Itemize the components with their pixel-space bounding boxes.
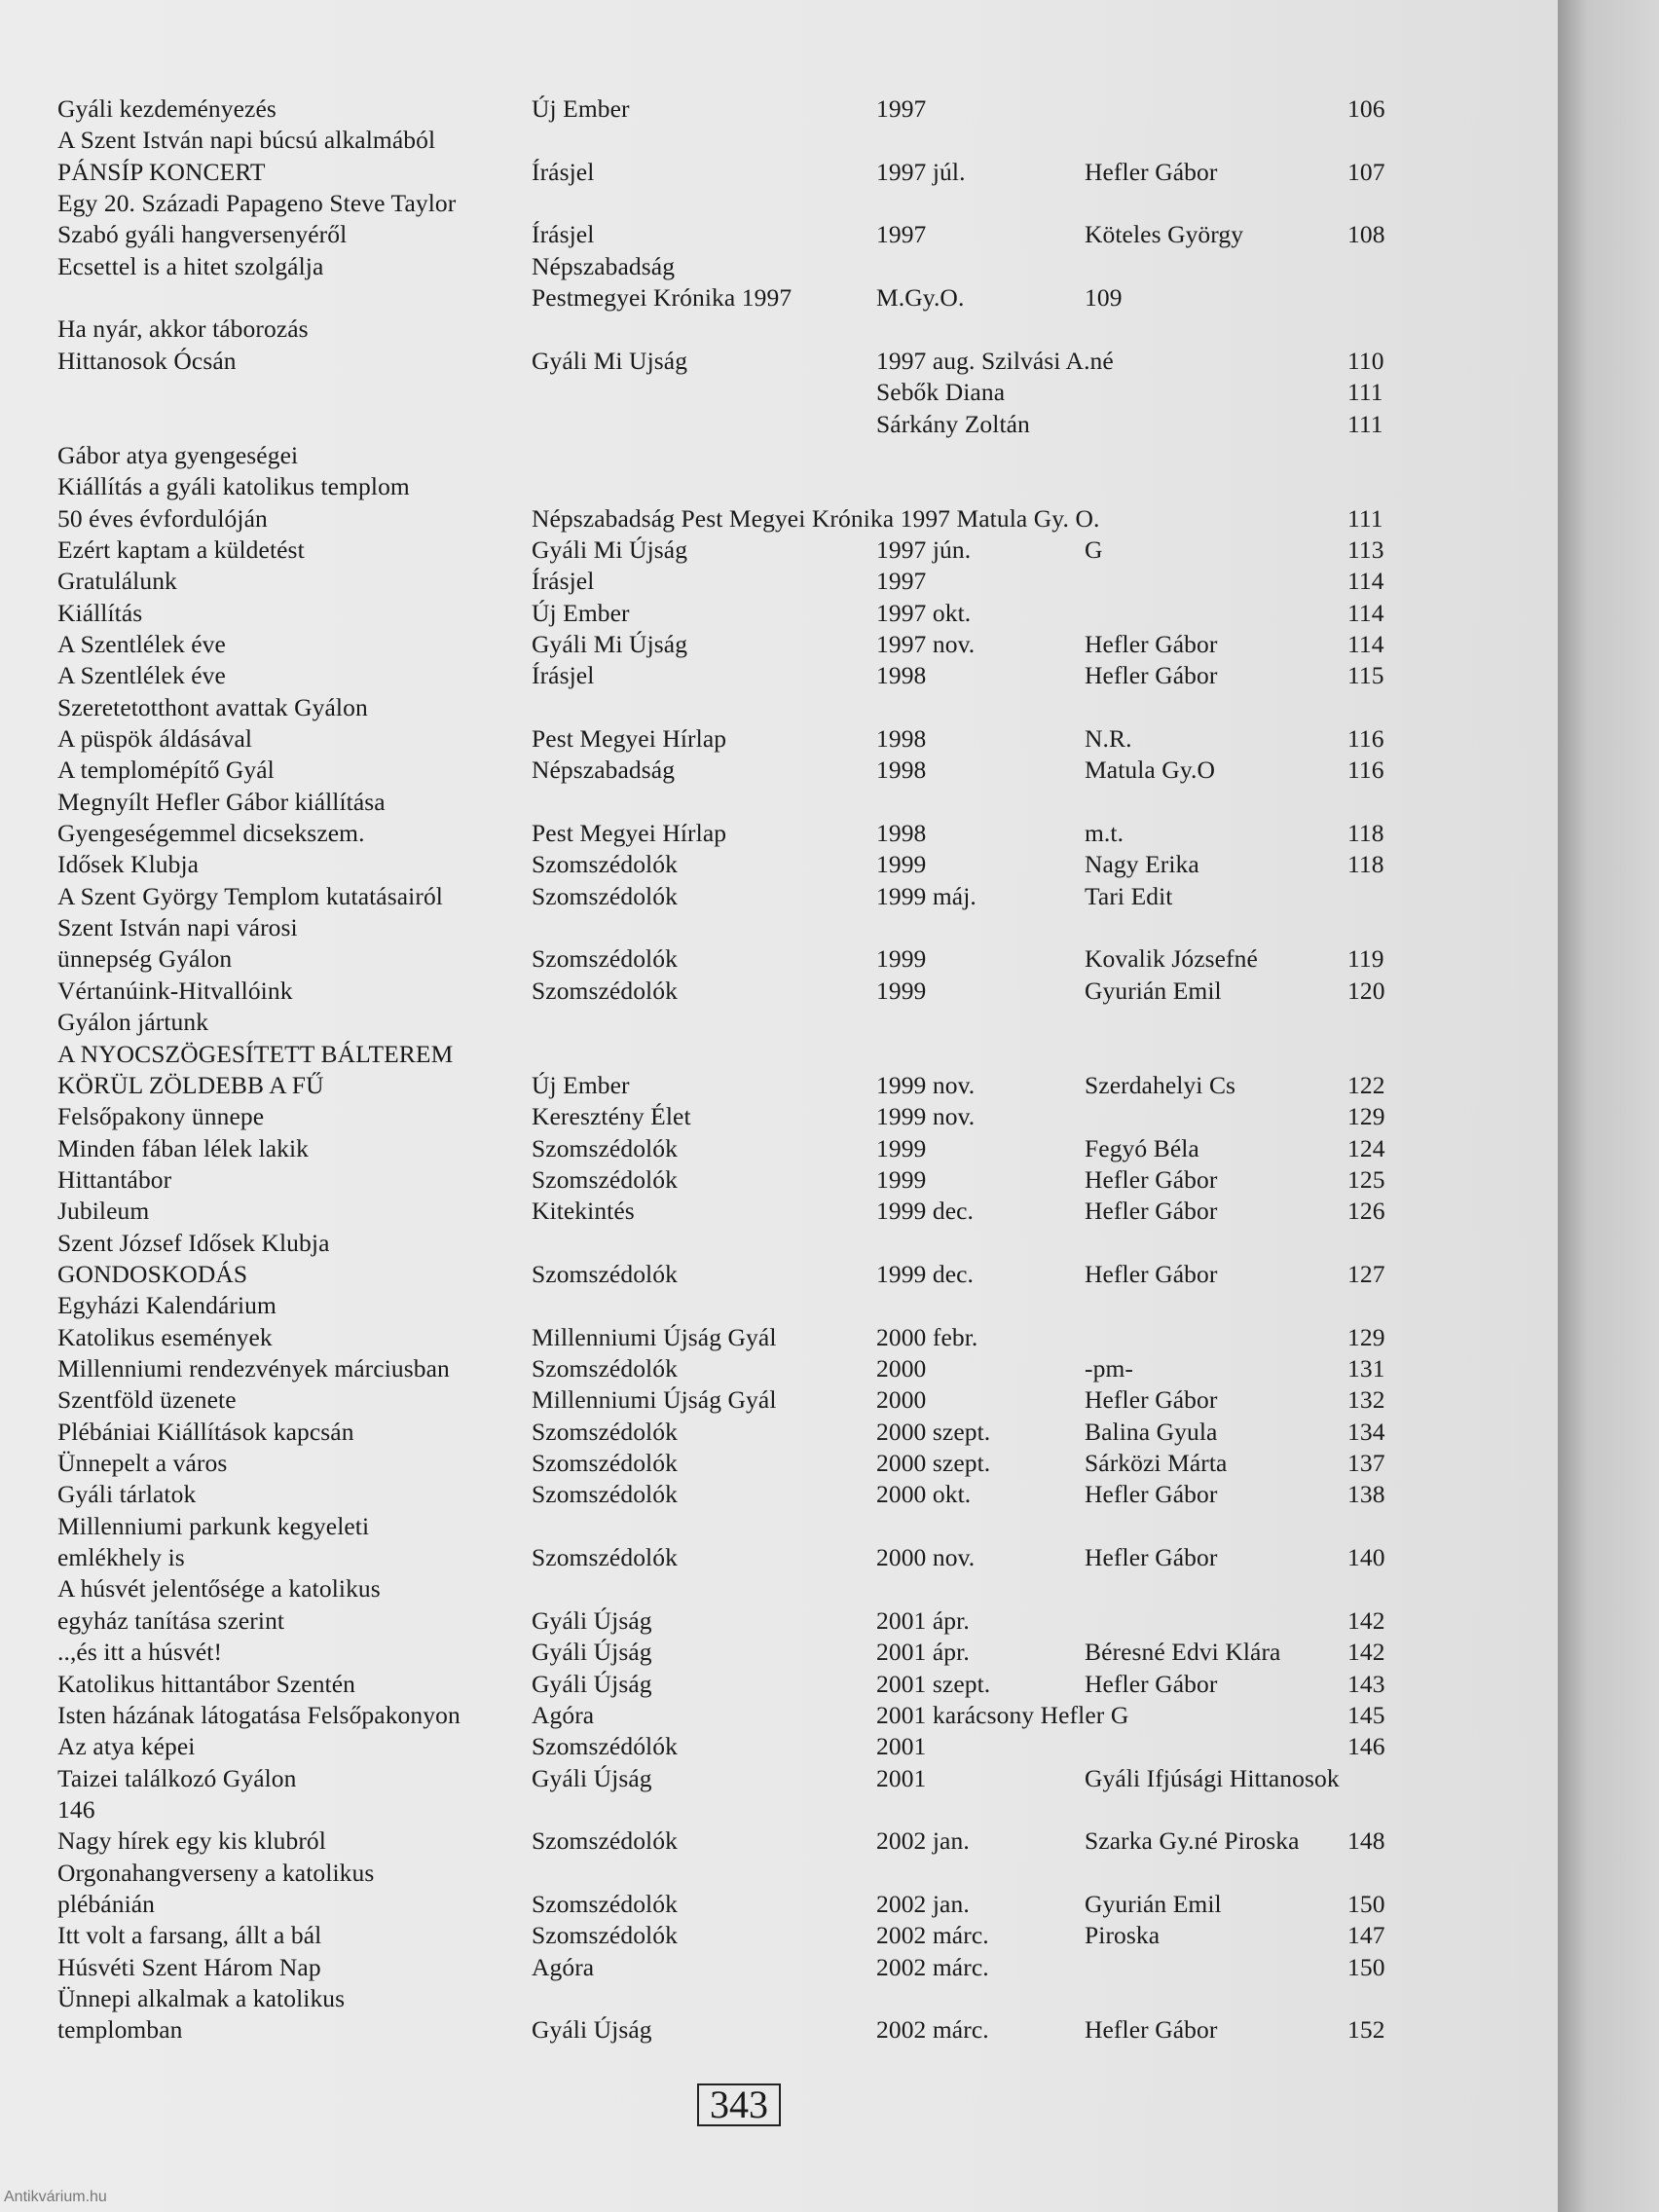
entry-publication: Gyáli Újság xyxy=(532,1605,652,1635)
entry-publication: Népszabadság xyxy=(532,756,676,785)
table-row xyxy=(0,188,1558,219)
entry-title: Felsőpakony ünnepe xyxy=(57,1102,265,1131)
entry-title: A püspök áldásával xyxy=(57,724,253,753)
entry-date: 2000 xyxy=(876,1385,927,1415)
entry-author: Piroska xyxy=(1085,1921,1161,1950)
entry-date: 2000 febr. xyxy=(876,1322,978,1351)
entry-title: Szent István napi városi xyxy=(57,913,298,942)
entry-author: Balina Gyula xyxy=(1085,1417,1218,1446)
entry-publication: Írásjel xyxy=(532,157,595,186)
entry-page: 116 xyxy=(1347,756,1384,785)
entry-page: 111 xyxy=(1347,503,1383,533)
entry-page: 114 xyxy=(1347,598,1384,627)
table-row xyxy=(0,1322,1558,1353)
entry-publication: Írásjel xyxy=(532,567,595,596)
entry-date: 2001 karácsony Hefler G xyxy=(876,1700,1129,1729)
entry-page: 134 xyxy=(1347,1417,1385,1446)
entry-title: A Szent György Templom kutatásairól xyxy=(57,881,443,910)
entry-page: 131 xyxy=(1347,1354,1385,1382)
table-row xyxy=(0,976,1558,1007)
table-row xyxy=(0,1101,1558,1132)
table-row xyxy=(0,1007,1558,1038)
entry-publication: Szomszédolók xyxy=(532,1354,678,1382)
table-row xyxy=(0,2014,1558,2046)
entry-title: Vértanúink-Hitvallóink xyxy=(57,976,293,1005)
table-row xyxy=(0,849,1558,880)
entry-publication: Pest Megyei Hírlap xyxy=(532,724,727,753)
entry-date: Sebők Diana xyxy=(876,378,1006,407)
entry-publication: Millenniumi Újság Gyál xyxy=(532,1322,777,1351)
entry-author: Hefler Gábor xyxy=(1085,629,1218,658)
entry-title: Hittantábor xyxy=(57,1164,172,1194)
entry-page: 127 xyxy=(1347,1259,1385,1288)
entry-date: 1997 xyxy=(876,220,927,249)
entry-page: 143 xyxy=(1347,1669,1385,1698)
entry-publication: Írásjel xyxy=(532,220,595,249)
entry-publication: Gyáli Újság xyxy=(532,1638,652,1667)
entry-date: 2001 szept. xyxy=(876,1669,991,1698)
table-row xyxy=(0,251,1558,282)
entry-publication: Szomszédolók xyxy=(532,1826,678,1856)
entry-publication: Szomszédolók xyxy=(532,881,678,910)
table-row xyxy=(0,1889,1558,1920)
entry-author: Hefler Gábor xyxy=(1085,1164,1218,1194)
entry-publication: Agóra xyxy=(532,1952,595,1981)
entry-author: m.t. xyxy=(1085,819,1124,848)
entry-date: 1997 xyxy=(876,567,927,596)
table-row xyxy=(0,313,1558,345)
entry-publication: Szomszédolók xyxy=(532,1133,678,1162)
table-row xyxy=(0,787,1558,818)
entry-author: Hefler Gábor xyxy=(1085,1385,1218,1415)
entry-title: 50 éves évfordulóján xyxy=(57,503,268,533)
table-row xyxy=(0,1952,1558,1983)
table-row xyxy=(0,157,1558,188)
table-row xyxy=(0,1700,1558,1731)
table-row xyxy=(0,1417,1558,1448)
entry-date: 1997 nov. xyxy=(876,629,976,658)
entry-title: ünnepség Gyálon xyxy=(57,944,233,974)
entry-publication: Gyáli Mi Újság xyxy=(532,629,688,658)
entry-date: 2002 jan. xyxy=(876,1826,970,1856)
entry-page: 138 xyxy=(1347,1480,1385,1509)
entry-title: Jubileum xyxy=(57,1197,150,1226)
table-row xyxy=(0,503,1558,535)
entry-publication: Pestmegyei Krónika 1997 xyxy=(532,283,793,313)
entry-page: 150 xyxy=(1347,1952,1385,1981)
entry-date: 1997 jún. xyxy=(876,535,972,564)
table-row xyxy=(0,692,1558,723)
entry-page: 122 xyxy=(1347,1070,1385,1099)
table-row xyxy=(0,125,1558,156)
entry-author: Tari Edit xyxy=(1085,881,1173,910)
entry-title: plébánián xyxy=(57,1889,156,1918)
entry-title: A templomépítő Gyál xyxy=(57,756,275,785)
entry-publication: Szomszédolók xyxy=(532,944,678,974)
entry-page: 132 xyxy=(1347,1385,1385,1415)
entry-author: Hefler Gábor xyxy=(1085,661,1218,690)
table-row xyxy=(0,629,1558,660)
entry-author: Gyurián Emil xyxy=(1085,1889,1222,1918)
entry-date: 2002 márc. xyxy=(876,1952,989,1981)
entry-date: 1997 xyxy=(876,94,927,123)
entry-page: 140 xyxy=(1347,1543,1385,1572)
entry-page: 150 xyxy=(1347,1889,1385,1918)
entry-author: Gyáli Ifjúsági Hittanosok xyxy=(1085,1763,1340,1792)
entry-title: 146 xyxy=(57,1794,95,1824)
entry-title: Gyáli tárlatok xyxy=(57,1480,197,1509)
entry-title: Húsvéti Szent Három Nap xyxy=(57,1952,321,1981)
entry-title: A Szentlélek éve xyxy=(57,661,226,690)
entry-publication: Írásjel xyxy=(532,661,595,690)
entry-date: 2000 szept. xyxy=(876,1449,991,1478)
entry-date: 2001 xyxy=(876,1732,927,1761)
entry-title: Idősek Klubja xyxy=(57,850,200,879)
entry-page: 111 xyxy=(1347,409,1383,438)
entry-date: 1999 xyxy=(876,976,927,1005)
table-row xyxy=(0,1259,1558,1290)
entry-page: 126 xyxy=(1347,1197,1385,1226)
entry-date: 1999 máj. xyxy=(876,881,977,910)
entry-title: GONDOSKODÁS xyxy=(57,1259,248,1288)
entry-author: Köteles György xyxy=(1085,220,1244,249)
entry-title: Katolikus hittantábor Szentén xyxy=(57,1669,355,1698)
entry-date: 1999 xyxy=(876,850,927,879)
entry-page: 120 xyxy=(1347,976,1385,1005)
table-row xyxy=(0,598,1558,629)
table-row xyxy=(0,1164,1558,1196)
table-row xyxy=(0,755,1558,786)
entry-author: Hefler Gábor xyxy=(1085,1543,1218,1572)
table-row xyxy=(0,943,1558,975)
table-row xyxy=(0,1763,1558,1794)
table-row xyxy=(0,723,1558,755)
entry-title: KÖRÜL ZÖLDEBB A FŰ xyxy=(57,1070,324,1099)
entry-date: 1997 okt. xyxy=(876,598,972,627)
entry-title: PÁNSÍP KONCERT xyxy=(57,157,266,186)
entry-title: Minden fában lélek lakik xyxy=(57,1133,310,1162)
entry-date: 2002 márc. xyxy=(876,1921,989,1950)
table-row xyxy=(0,1228,1558,1259)
entry-page: 111 xyxy=(1347,378,1383,407)
entry-author: -pm- xyxy=(1085,1354,1133,1382)
table-row xyxy=(0,1920,1558,1951)
entry-publication: Szomszédolók xyxy=(532,1449,678,1478)
entry-date: 2000 nov. xyxy=(876,1543,976,1572)
entry-date: 1999 nov. xyxy=(876,1070,976,1099)
entry-page: 113 xyxy=(1347,535,1384,564)
entry-publication: Népszabadság Pest Megyei Krónika 1997 Matula Gy. O. xyxy=(532,503,1100,533)
entry-title: Ünnepi alkalmak a katolikus xyxy=(57,1984,346,2012)
table-row xyxy=(0,1794,1558,1825)
entry-title: Szent József Idősek Klubja xyxy=(57,1228,330,1257)
entry-title: Gábor atya gyengeségei xyxy=(57,440,299,469)
entry-title: Gyengeségemmel dicsekszem. xyxy=(57,819,365,848)
entry-title: templomban xyxy=(57,2015,183,2045)
entry-publication: Kitekintés xyxy=(532,1197,635,1226)
entry-date: 1998 xyxy=(876,724,927,753)
entry-page: 116 xyxy=(1347,724,1384,753)
entry-date: 2001 xyxy=(876,1763,927,1792)
table-row xyxy=(0,1825,1558,1857)
entry-publication: Szomszédolók xyxy=(532,1889,678,1918)
entry-title: Itt volt a farsang, állt a bál xyxy=(57,1921,322,1950)
entry-date: 1999 xyxy=(876,1164,927,1194)
entry-title: Plébániai Kiállítások kapcsán xyxy=(57,1417,354,1446)
entry-date: 1997 júl. xyxy=(876,157,966,186)
entry-title: Szeretetotthont avattak Gyálon xyxy=(57,692,368,721)
table-row xyxy=(0,440,1558,471)
entry-author: Hefler Gábor xyxy=(1085,1669,1218,1698)
entry-date: 2000 okt. xyxy=(876,1480,972,1509)
entry-publication: Új Ember xyxy=(532,598,630,627)
table-row xyxy=(0,1731,1558,1762)
entry-publication: Gyáli Mi Újság xyxy=(532,535,688,564)
entry-publication: Szomszédolók xyxy=(532,1921,678,1950)
entry-date: 1999 xyxy=(876,944,927,974)
entry-title: Nagy hírek egy kis klubról xyxy=(57,1826,326,1856)
entry-publication: Millenniumi Újság Gyál xyxy=(532,1385,777,1415)
entry-publication: Szomszédolók xyxy=(532,1480,678,1509)
entry-title: Orgonahangverseny a katolikus xyxy=(57,1858,375,1887)
entry-title: Ezért kaptam a küldetést xyxy=(57,535,305,564)
table-row xyxy=(0,219,1558,250)
entry-author: Hefler Gábor xyxy=(1085,2015,1218,2045)
table-row xyxy=(0,535,1558,566)
entry-page: 125 xyxy=(1347,1164,1385,1194)
entry-page: 147 xyxy=(1347,1921,1385,1950)
table-row xyxy=(0,1573,1558,1604)
entry-date: Sárkány Zoltán xyxy=(876,409,1030,438)
table-row xyxy=(0,1384,1558,1416)
entry-title: A Szent István napi búcsú alkalmából xyxy=(57,126,436,155)
entry-author: Hefler Gábor xyxy=(1085,1197,1218,1226)
entry-author: Kovalik Józsefné xyxy=(1085,944,1258,974)
entry-title: A húsvét jelentősége a katolikus xyxy=(57,1574,381,1604)
table-row xyxy=(0,93,1558,125)
table-row xyxy=(0,346,1558,377)
entry-author: Gyurián Emil xyxy=(1085,976,1222,1005)
entry-author: Nagy Erika xyxy=(1085,850,1199,879)
entry-page: 129 xyxy=(1347,1322,1385,1351)
entry-title: Hittanosok Ócsán xyxy=(57,346,237,375)
entry-title: Millenniumi rendezvények márciusban xyxy=(57,1354,450,1382)
entry-title: Isten házának látogatása Felsőpakonyon xyxy=(57,1700,461,1729)
entry-publication: Szomszédolók xyxy=(532,976,678,1005)
entry-author: Szarka Gy.né Piroska xyxy=(1085,1826,1300,1856)
table-row xyxy=(0,912,1558,943)
entry-title: Ecsettel is a hitet szolgálja xyxy=(57,251,324,280)
entry-author: Fegyó Béla xyxy=(1085,1133,1199,1162)
entry-author: N.R. xyxy=(1085,724,1132,753)
entry-title: Gratulálunk xyxy=(57,567,177,596)
table-row xyxy=(0,1669,1558,1700)
entry-title: Ha nyár, akkor táborozás xyxy=(57,314,309,344)
entry-author: Hefler Gábor xyxy=(1085,157,1218,186)
entry-author: 109 xyxy=(1085,283,1123,313)
watermark: Antikvárium.hu xyxy=(4,2189,107,2205)
entry-title: emlékhely is xyxy=(57,1543,185,1572)
entry-date: 2001 ápr. xyxy=(876,1605,970,1635)
entry-date: 2000 xyxy=(876,1354,927,1382)
table-row xyxy=(0,1196,1558,1227)
table-row xyxy=(0,409,1558,440)
entry-page: 118 xyxy=(1347,850,1384,879)
entry-page: 152 xyxy=(1347,2015,1385,2045)
entry-title: Millenniumi parkunk kegyeleti xyxy=(57,1511,370,1540)
entry-page: 124 xyxy=(1347,1133,1385,1162)
entry-publication: Népszabadság xyxy=(532,251,676,280)
entry-publication: Szomszédolók xyxy=(532,1164,678,1194)
entry-page: 129 xyxy=(1347,1102,1385,1131)
entry-title: Egy 20. Századi Papageno Steve Taylor xyxy=(57,189,457,218)
entry-date: 2002 márc. xyxy=(876,2015,989,2045)
entry-title: Katolikus események xyxy=(57,1322,273,1351)
entry-publication: Szomszédolók xyxy=(532,850,678,879)
entry-date: 2000 szept. xyxy=(876,1417,991,1446)
table-row xyxy=(0,1858,1558,1889)
entry-page: 146 xyxy=(1347,1732,1385,1761)
entry-publication: Agóra xyxy=(532,1700,595,1729)
entry-date: 2001 ápr. xyxy=(876,1638,970,1667)
table-row xyxy=(0,1070,1558,1101)
entry-publication: Keresztény Élet xyxy=(532,1102,691,1131)
table-row xyxy=(0,1511,1558,1542)
entry-author: Hefler Gábor xyxy=(1085,1259,1218,1288)
table-row xyxy=(0,1133,1558,1164)
entry-title: Taizei találkozó Gyálon xyxy=(57,1763,297,1792)
entry-author: Matula Gy.O xyxy=(1085,756,1216,785)
entry-title: Az atya képei xyxy=(57,1732,196,1761)
table-row xyxy=(0,1448,1558,1479)
table-row xyxy=(0,1479,1558,1510)
entry-title: Szabó gyáli hangversenyéről xyxy=(57,220,348,249)
entry-date: 1998 xyxy=(876,661,927,690)
table-row xyxy=(0,1605,1558,1637)
entry-publication: Szomszédolók xyxy=(532,1543,678,1572)
entry-page: 142 xyxy=(1347,1638,1385,1667)
entry-title: Kiállítás xyxy=(57,598,143,627)
entry-page: 145 xyxy=(1347,1700,1385,1729)
entry-date: 1999 dec. xyxy=(876,1197,975,1226)
entry-page: 114 xyxy=(1347,567,1384,596)
table-row xyxy=(0,1039,1558,1070)
table-row xyxy=(0,818,1558,849)
entry-title: Gyáli kezdeményezés xyxy=(57,94,276,123)
entry-author: Sárközi Márta xyxy=(1085,1449,1228,1478)
entry-author: Hefler Gábor xyxy=(1085,1480,1218,1509)
entry-page: 106 xyxy=(1347,94,1385,123)
table-row xyxy=(0,282,1558,313)
entry-page: 142 xyxy=(1347,1605,1385,1635)
entry-title: Megnyílt Hefler Gábor kiállítása xyxy=(57,787,386,816)
entry-page: 118 xyxy=(1347,819,1384,848)
table-row xyxy=(0,881,1558,912)
table-row xyxy=(0,1290,1558,1321)
entry-date: 1998 xyxy=(876,756,927,785)
entry-date: 1999 nov. xyxy=(876,1102,976,1131)
entry-page: 148 xyxy=(1347,1826,1385,1856)
entry-publication: Új Ember xyxy=(532,1070,630,1099)
entry-page: 137 xyxy=(1347,1449,1385,1478)
entry-publication: Szomszédolók xyxy=(532,1259,678,1288)
entry-title: Gyálon jártunk xyxy=(57,1008,209,1037)
entry-date: 1999 xyxy=(876,1133,927,1162)
entry-page: 108 xyxy=(1347,220,1385,249)
table-row xyxy=(0,1983,1558,2014)
entry-title: Kiállítás a gyáli katolikus templom xyxy=(57,472,410,501)
entry-date: 1998 xyxy=(876,819,927,848)
entry-title: egyház tanítása szerint xyxy=(57,1605,285,1635)
entry-date: 2002 jan. xyxy=(876,1889,970,1918)
entry-date: M.Gy.O. xyxy=(876,283,965,313)
table-row xyxy=(0,471,1558,502)
entry-publication: Gyáli Újság xyxy=(532,2015,652,2045)
entry-author: Béresné Edvi Klára xyxy=(1085,1638,1281,1667)
entry-publication: Új Ember xyxy=(532,94,630,123)
table-row xyxy=(0,660,1558,691)
entry-title: A Szentlélek éve xyxy=(57,629,226,658)
entry-publication: Gyáli Újság xyxy=(532,1763,652,1792)
page-number: 343 xyxy=(697,2083,781,2126)
entry-page: 115 xyxy=(1347,661,1384,690)
entry-date: 1997 aug. Szilvási A.né xyxy=(876,346,1114,375)
table-row xyxy=(0,1353,1558,1384)
entry-title: Ünnepelt a város xyxy=(57,1449,228,1478)
entry-title: Szentföld üzenete xyxy=(57,1385,237,1415)
table-row xyxy=(0,1637,1558,1668)
entry-date: 1999 dec. xyxy=(876,1259,975,1288)
entry-publication: Pest Megyei Hírlap xyxy=(532,819,727,848)
entry-author: Szerdahelyi Cs xyxy=(1085,1070,1236,1099)
entry-title: A NYOCSZÖGESÍTETT BÁLTEREM xyxy=(57,1039,454,1068)
entry-title: ..,és itt a húsvét! xyxy=(57,1638,223,1667)
table-row xyxy=(0,1542,1558,1573)
entry-publication: Gyáli Mi Ujság xyxy=(532,346,688,375)
entry-title: Egyházi Kalendárium xyxy=(57,1291,276,1320)
table-row xyxy=(0,566,1558,597)
entry-page: 107 xyxy=(1347,157,1385,186)
entry-publication: Gyáli Újság xyxy=(532,1669,652,1698)
page-edge-shadow xyxy=(1558,0,1659,2212)
table-row xyxy=(0,377,1558,408)
entry-author: G xyxy=(1085,535,1103,564)
entry-page: 119 xyxy=(1347,944,1384,974)
entry-publication: Szomszédolók xyxy=(532,1417,678,1446)
entry-page: 114 xyxy=(1347,629,1384,658)
entry-publication: Szomszédólók xyxy=(532,1732,678,1761)
entry-page: 110 xyxy=(1347,346,1384,375)
